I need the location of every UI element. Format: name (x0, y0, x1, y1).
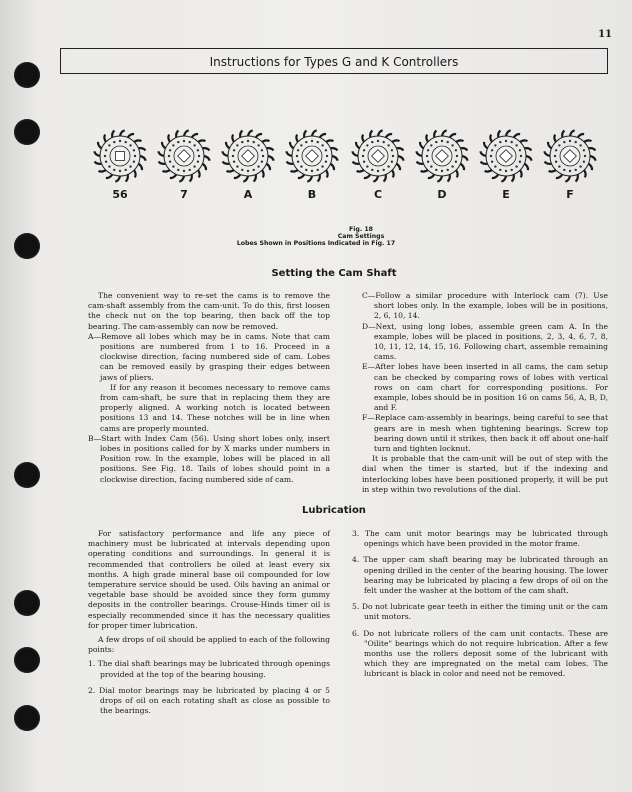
cam-lobe (589, 164, 593, 170)
cam-lobe (99, 170, 106, 172)
cam-position-mark (177, 141, 179, 143)
cam-lobe (485, 170, 492, 172)
cam-position-mark (377, 140, 379, 142)
cam-lobe (222, 151, 228, 156)
cam-icon (350, 128, 406, 184)
cam-position-mark (515, 144, 517, 146)
cam-lobe (456, 140, 463, 142)
cam-lobe (357, 170, 364, 172)
cam-position-mark (490, 155, 492, 157)
cam-lobe (115, 176, 120, 182)
cam-lobe (584, 140, 591, 142)
cam-position-mark (133, 161, 135, 163)
cam-position-mark (447, 141, 449, 143)
cam-position-mark (362, 155, 364, 157)
cam-lobe (426, 135, 428, 142)
cam-position-mark (363, 149, 365, 151)
cam-lobe (268, 156, 274, 161)
cam-lobe (262, 170, 264, 177)
cam-position-mark (133, 149, 135, 151)
binder-hole (14, 462, 40, 488)
paragraph: The convenient way to re-set the cams is to remove the cam-shaft assembly from the cam-unit. To do this, first loosen the check nut on the top bearing, then back off the top bearing. The cam-assembly can now be removed. (88, 291, 330, 331)
cam-position-mark (168, 155, 170, 157)
figure-name: Cam Settings (337, 233, 385, 240)
cam-lobe (332, 156, 338, 161)
cam-position-mark (311, 170, 313, 172)
cam-position-mark (575, 141, 577, 143)
cam-position-mark (427, 161, 429, 163)
cam-position-mark (172, 165, 174, 167)
cam-position-mark (511, 141, 513, 143)
cam-lobe (373, 176, 378, 182)
cam-lobe (514, 134, 520, 138)
step-b: B—Start with Index Cam (56). Using short lobes only, insert lobes in positions called for by X marks under numbers in Position row. In the example, lobes will be placed in all positions. See Fig. 18. Tails of lobes should point in a clockwise direction, facing numbered side of cam. (88, 433, 330, 484)
cam-lobe (520, 170, 522, 177)
cam-icon (92, 128, 148, 184)
right-column (352, 529, 608, 686)
cam-position-mark (491, 149, 493, 151)
cam-position-mark (119, 170, 121, 172)
cam-lobe (526, 156, 532, 161)
right-column (362, 291, 608, 495)
cam-position-mark (236, 144, 238, 146)
cam-position-mark (105, 161, 107, 163)
section-heading: Lubrication (302, 505, 366, 516)
cam-position-mark (325, 161, 327, 163)
list-item: 2. Dial motor bearings may be lubricated by placing 4 or 5 drops of oil on each rotating shaft as close as possible to the bearings. (88, 685, 330, 716)
cam-position-mark (505, 140, 507, 142)
cam-position-mark (183, 170, 185, 172)
cam-position-mark (232, 155, 234, 157)
cam-position-mark (317, 141, 319, 143)
cam-lobe (421, 170, 428, 172)
cam-position-mark (494, 144, 496, 146)
cam-lobe (162, 142, 166, 148)
cam-position-mark (125, 141, 127, 143)
cam-position-mark (426, 155, 428, 157)
cam-lobe (442, 130, 447, 136)
cam-lobe (267, 164, 271, 170)
cam-diagram (538, 128, 602, 201)
cam-lobe (243, 176, 248, 182)
cam-position-mark (321, 144, 323, 146)
cam-lobe (492, 175, 498, 179)
cam-lobe (428, 175, 434, 179)
cam-lobe (490, 135, 492, 142)
cam-lobe (140, 156, 146, 161)
cam-lobe (556, 175, 562, 179)
cam-lobe (386, 134, 392, 138)
cam-diagram (346, 128, 410, 201)
figure-caption (0, 226, 632, 247)
cam-lobe (248, 130, 253, 136)
cam-position-mark (430, 144, 432, 146)
cam-lobe (98, 142, 102, 148)
cam-position-mark (169, 149, 171, 151)
cam-position-mark (113, 169, 115, 171)
cam-settings-figure (88, 128, 608, 208)
step-c: C—Follow a similar procedure with Interlock cam (7). Use short lobes only. In the example, lobes will be in positions, 2, 6, 10, 14. (362, 291, 608, 321)
paragraph: It is probable that the cam-unit will be out of step with the dial when the timer is started, but if the indexing and interlocking lobes have been positioned properly, it will be put in step within two revolutions of the dial. (362, 454, 608, 494)
cam-position-mark (558, 165, 560, 167)
cam-position-mark (366, 144, 368, 146)
cam-position-mark (579, 165, 581, 167)
cam-lobe (170, 175, 176, 179)
cam-position-mark (456, 155, 458, 157)
cam-lobe (198, 170, 200, 177)
cam-position-mark (392, 155, 394, 157)
cam-position-mark (189, 141, 191, 143)
cam-lobe (364, 175, 370, 179)
cam-icon (414, 128, 470, 184)
cam-position-mark (499, 169, 501, 171)
cam-position-mark (261, 149, 263, 151)
cam-position-mark (172, 144, 174, 146)
cam-label: 7 (180, 188, 188, 201)
cam-lobe (525, 164, 529, 170)
cam-position-mark (108, 165, 110, 167)
cam-position-mark (451, 165, 453, 167)
cam-icon (220, 128, 276, 184)
left-column (88, 529, 330, 722)
cam-lobe (578, 134, 584, 138)
cam-position-mark (241, 169, 243, 171)
cam-lobe (234, 175, 240, 179)
cam-diagram (152, 128, 216, 201)
figure-number: Fig. 18 (349, 226, 373, 233)
cam-lobe (94, 151, 100, 156)
cam-position-mark (563, 141, 565, 143)
cam-position-mark (583, 149, 585, 151)
cam-position-mark (193, 165, 195, 167)
cam-position-mark (435, 141, 437, 143)
list-item: 6. Do not lubricate rollers of the cam unit contacts. These are "Oilite" bearings which do not require lubrication. After a few months use the rollers deposit some of the lubricant with which they are impregnated on the metal cam lobes. The lubricant is black in color and need not be removed. (352, 628, 608, 679)
cam-lobe (163, 170, 170, 172)
cam-position-mark (519, 149, 521, 151)
cam-lobe (456, 170, 458, 177)
binder-hole (14, 590, 40, 616)
cam-label: D (437, 188, 447, 201)
cam-position-mark (447, 169, 449, 171)
cam-position-mark (257, 144, 259, 146)
cam-position-mark (253, 141, 255, 143)
cam-position-mark (247, 140, 249, 142)
cam-position-mark (297, 149, 299, 151)
cam-lobe (397, 164, 401, 170)
cam-diagram (280, 128, 344, 201)
cam-position-mark (169, 161, 171, 163)
cam-lobe (461, 164, 465, 170)
cam-position-mark (262, 155, 264, 157)
binder-hole (14, 705, 40, 731)
cam-position-mark (189, 169, 191, 171)
cam-lobe (437, 176, 442, 182)
cam-lobe (398, 156, 404, 161)
cam-lobe (291, 170, 298, 172)
cam-position-mark (584, 155, 586, 157)
cam-position-mark (455, 161, 457, 163)
cam-lobe (362, 135, 364, 142)
cam-lobe (120, 130, 125, 136)
cam-lobe (312, 130, 317, 136)
cam-lobe (484, 142, 488, 148)
list-item: 4. The upper cam shaft bearing may be lubricated through an opening drilled in the center of the bearing housing. The lower bearing may be lubricated by placing a few drops of oil on the felt under the washer at the bottom of the cam shaft. (352, 555, 608, 596)
step-e: E—After lobes have been inserted in all cams, the cam setup can be checked by comparing rows of lobes with vertical rows on cam chart for corresponding positions. For example, lobes should be in position 16 on cams 56, A, B, D, and F. (362, 362, 608, 413)
cam-position-mark (257, 165, 259, 167)
cam-lobe (262, 140, 269, 142)
cam-position-mark (326, 155, 328, 157)
step-f: F—Replace cam-assembly in bearings, being careful to see that gears are in mesh when tightening bearings. Screw top bearing down until it strikes, then back it off about one-half turn and tighten locknut. (362, 413, 608, 454)
cam-position-mark (575, 169, 577, 171)
cam-lobe (462, 156, 468, 161)
cam-position-mark (197, 149, 199, 151)
cam-lobe (203, 164, 207, 170)
cam-position-mark (134, 155, 136, 157)
cam-lobe (298, 175, 304, 179)
cam-position-mark (391, 161, 393, 163)
cam-lobe (296, 135, 298, 142)
cam-lobe (520, 140, 527, 142)
cam-position-mark (236, 165, 238, 167)
cam-position-mark (366, 165, 368, 167)
cam-position-mark (371, 169, 373, 171)
cam-position-mark (511, 169, 513, 171)
left-column (88, 291, 330, 485)
cam-lobe (506, 130, 511, 136)
cam-lobe (590, 156, 596, 161)
cam-diagram (216, 128, 280, 201)
cam-lobe (326, 140, 333, 142)
cam-lobe (416, 151, 422, 156)
cam-label: C (373, 188, 383, 201)
cam-position-mark (377, 170, 379, 172)
cam-position-mark (113, 141, 115, 143)
cam-position-mark (311, 140, 313, 142)
paragraph: If for any reason it becomes necessary to remove cams from cam-shaft, be sure that in replacing them they are properly aligned. A working notch is located between positions 13 and 14. These notches will be in line when cams are properly mounted. (100, 382, 330, 433)
cam-position-mark (387, 144, 389, 146)
cam-position-mark (305, 141, 307, 143)
cam-position-mark (563, 169, 565, 171)
cam-position-mark (520, 155, 522, 157)
cam-label: E (502, 188, 510, 201)
cam-lobe (128, 134, 134, 138)
cam-position-mark (247, 170, 249, 172)
cam-position-mark (583, 161, 585, 163)
cam-position-mark (494, 165, 496, 167)
cam-position-mark (558, 144, 560, 146)
figure-caption-text: Lobes Shown in Positions Indicated in Fig. 17 (236, 240, 396, 247)
list-item: 3. The cam unit motor bearings may be lubricated through openings which have been provided in the motor frame. (352, 529, 608, 549)
cam-position-mark (296, 155, 298, 157)
cam-position-mark (515, 165, 517, 167)
cam-lobe (501, 176, 506, 182)
cam-position-mark (261, 161, 263, 163)
cam-lobe (198, 140, 205, 142)
paragraph: For satisfactory performance and life any piece of machinery must be lubricated at intervals depending upon operating conditions and surroundings. In general it is recommended that controllers be oiled at least every six months. A high grade mineral base oil compounded for low temperature service should be used. Oils having an animal or vegetable base should be avoided since they form gummy deposits in the controller bearings. Crouse-Hinds timer oil is especially recommended since it has the necessary qualities for proper timer lubrication. (88, 529, 330, 630)
cam-position-mark (300, 144, 302, 146)
cam-position-mark (325, 149, 327, 151)
cam-lobe (179, 176, 184, 182)
cam-position-mark (451, 144, 453, 146)
cam-position-mark (129, 144, 131, 146)
cam-lobe (104, 135, 106, 142)
cam-lobe (392, 170, 394, 177)
cam-position-mark (555, 161, 557, 163)
cam-lobe (378, 130, 383, 136)
cam-position-mark (441, 170, 443, 172)
cam-lobe (554, 135, 556, 142)
cam-lobe (326, 170, 328, 177)
cam-lobe (286, 151, 292, 156)
cam-lobe (450, 134, 456, 138)
cam-label: B (307, 188, 317, 201)
cam-lobe (168, 135, 170, 142)
cam-position-mark (105, 149, 107, 151)
cam-position-mark (193, 144, 195, 146)
cam-lobe (227, 170, 234, 172)
cam-lobe (158, 151, 164, 156)
cam-position-mark (119, 140, 121, 142)
cam-lobe (480, 151, 486, 156)
cam-position-mark (383, 169, 385, 171)
cam-lobe (139, 164, 143, 170)
step-a: A—Remove all lobes which may be in cams. Note that cam positions are numbered from 1 to 16. Proceed in a clockwise direction, facing numbered side of cam. Lobes can be removed easily by grasping their edges between jaws of pliers. (88, 331, 330, 382)
cam-icon (478, 128, 534, 184)
cam-position-mark (253, 169, 255, 171)
cam-position-mark (455, 149, 457, 151)
cam-position-mark (491, 161, 493, 163)
cam-lobe (134, 140, 141, 142)
cam-position-mark (177, 169, 179, 171)
cam-lobe (256, 134, 262, 138)
cam-lobe (548, 142, 552, 148)
cam-position-mark (297, 161, 299, 163)
cam-lobe (204, 156, 210, 161)
cam-lobe (307, 176, 312, 182)
binder-hole (14, 62, 40, 88)
cam-diagram (88, 128, 152, 201)
cam-position-mark (441, 140, 443, 142)
section-heading: Setting the Cam Shaft (271, 268, 397, 279)
cam-lobe (331, 164, 335, 170)
cam-lobe (584, 170, 586, 177)
cam-position-mark (241, 141, 243, 143)
cam-position-mark (569, 140, 571, 142)
cam-position-mark (505, 170, 507, 172)
cam-lobe (392, 140, 399, 142)
cam-lobe (232, 135, 234, 142)
cam-lobe (184, 130, 189, 136)
cam-lobe (570, 130, 575, 136)
cam-lobe (549, 170, 556, 172)
page-title: Instructions for Types G and K Controllers (60, 48, 608, 74)
cam-lobe (544, 151, 550, 156)
cam-lobe (192, 134, 198, 138)
cam-lobe (420, 142, 424, 148)
cam-icon (542, 128, 598, 184)
binder-hole (14, 119, 40, 145)
cam-icon (156, 128, 212, 184)
cam-position-mark (435, 169, 437, 171)
cam-label: A (243, 188, 253, 201)
cam-position-mark (499, 141, 501, 143)
cam-position-mark (233, 149, 235, 151)
cam-position-mark (427, 149, 429, 151)
cam-position-mark (317, 169, 319, 171)
cam-position-mark (300, 165, 302, 167)
paragraph: A few drops of oil should be applied to each of the following points: (88, 635, 330, 655)
cam-lobe (356, 142, 360, 148)
cam-position-mark (363, 161, 365, 163)
cam-position-mark (321, 165, 323, 167)
cam-position-mark (554, 155, 556, 157)
cam-position-mark (569, 170, 571, 172)
cam-position-mark (129, 165, 131, 167)
cam-position-mark (197, 161, 199, 163)
cam-position-mark (430, 165, 432, 167)
cam-shaft-hole (116, 152, 125, 161)
cam-lobe (106, 175, 112, 179)
page-number: 11 (598, 29, 612, 40)
binder-hole (14, 647, 40, 673)
step-d: D—Next, using long lobes, assemble green cam A. In the example, lobes will be placed in positions, 2, 3, 4, 6, 7, 8, 10, 11, 12, 14, 15, 16. Following chart, assemble remaining cams. (362, 321, 608, 362)
cam-position-mark (383, 141, 385, 143)
cam-position-mark (579, 144, 581, 146)
cam-position-mark (555, 149, 557, 151)
cam-position-mark (183, 140, 185, 142)
cam-icon (284, 128, 340, 184)
cam-diagram (474, 128, 538, 201)
list-item: 5. Do not lubricate gear teeth in either the timing unit or the cam unit motors. (352, 602, 608, 622)
cam-lobe (226, 142, 230, 148)
cam-lobe (290, 142, 294, 148)
cam-position-mark (519, 161, 521, 163)
cam-position-mark (387, 165, 389, 167)
cam-lobe (565, 176, 570, 182)
cam-position-mark (125, 169, 127, 171)
cam-position-mark (104, 155, 106, 157)
cam-diagram (410, 128, 474, 201)
cam-lobe (134, 170, 136, 177)
cam-lobe (320, 134, 326, 138)
cam-position-mark (108, 144, 110, 146)
cam-position-mark (371, 141, 373, 143)
cam-lobe (352, 151, 358, 156)
cam-label: F (566, 188, 574, 201)
list-item: 1. The dial shaft bearings may be lubricated through openings provided at the top of the bearing housing. (88, 659, 330, 679)
cam-position-mark (198, 155, 200, 157)
cam-position-mark (391, 149, 393, 151)
cam-position-mark (305, 169, 307, 171)
cam-label: 56 (112, 188, 128, 201)
cam-position-mark (233, 161, 235, 163)
